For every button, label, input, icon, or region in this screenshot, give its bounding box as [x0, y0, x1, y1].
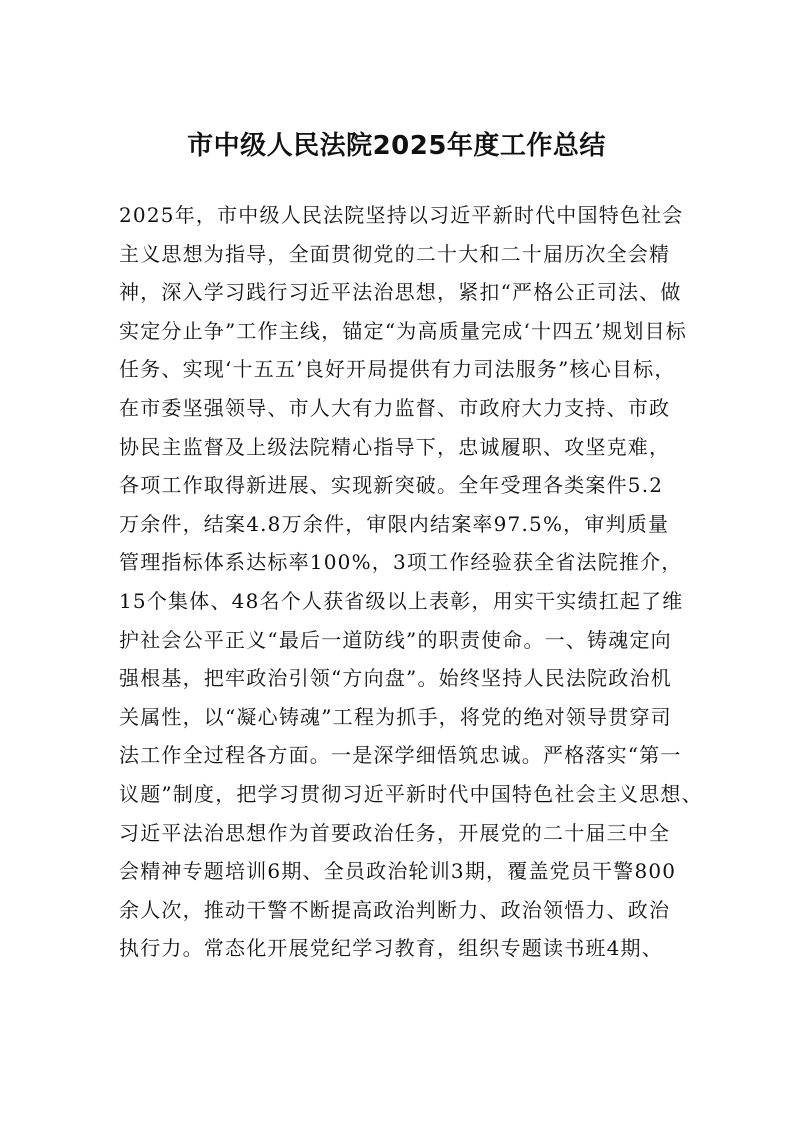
body-line: 强根基，把牢政治引领“方向盘”。始终坚持人民法院政治机 [119, 666, 672, 691]
body-line: 在市委坚强领导、市人大有力监督、市政府大力支持、市政 [119, 395, 671, 420]
body-line: 执行力。常态化开展党纪学习教育，组织专题读书班4期、 [119, 936, 663, 961]
body-line: 15个集体、48名个人获省级以上表彰，用实干实绩扛起了维 [119, 588, 684, 613]
body-line: 实定分止争”工作主线，锚定“为高质量完成‘十四五’规划目标 [119, 318, 687, 343]
body-line: 协民主监督及上级法院精心指导下，忠诚履职、攻坚克难， [119, 434, 671, 459]
body-line: 法工作全过程各方面。一是深学细悟筑忠诚。严格落实“第一 [119, 743, 682, 768]
document-title: 市中级人民法院2025年度工作总结 [187, 131, 606, 161]
body-line: 护社会公平正义“最后一道防线”的职责使命。一、铸魂定向 [119, 627, 672, 652]
body-line: 关属性，以“凝心铸魂”工程为抓手，将党的绝对领导贯穿司 [119, 704, 672, 729]
body-line: 议题”制度，把学习贯彻习近平新时代中国特色社会主义思想、 [119, 781, 703, 806]
body-line: 管理指标体系达标率100%，3项工作经验获全省法院推介， [119, 550, 683, 575]
body-line: 神，深入学习践行习近平法治思想，紧扣“严格公正司法、做 [119, 280, 682, 305]
body-line: 2025年，市中级人民法院坚持以习近平新时代中国特色社会 [119, 203, 684, 227]
body-line: 任务、实现‘十五五’良好开局提供有力司法服务”核心目标， [119, 357, 676, 382]
document-body [119, 196, 703, 968]
body-line: 万余件，结案4.8万余件，审限内结案率97.5%，审判质量 [119, 511, 670, 536]
body-line: 习近平法治思想作为首要政治任务，开展党的二十届三中全 [119, 820, 671, 845]
body-line: 主义思想为指导，全面贯彻党的二十大和二十届历次全会精 [119, 241, 671, 266]
body-line: 余人次，推动干警不断提高政治判断力、政治领悟力、政治 [119, 897, 671, 922]
body-line: 各项工作取得新进展、实现新突破。全年受理各类案件5.2 [119, 473, 664, 498]
body-line: 会精神专题培训6期、全员政治轮训3期，覆盖党员干警800 [119, 859, 677, 884]
